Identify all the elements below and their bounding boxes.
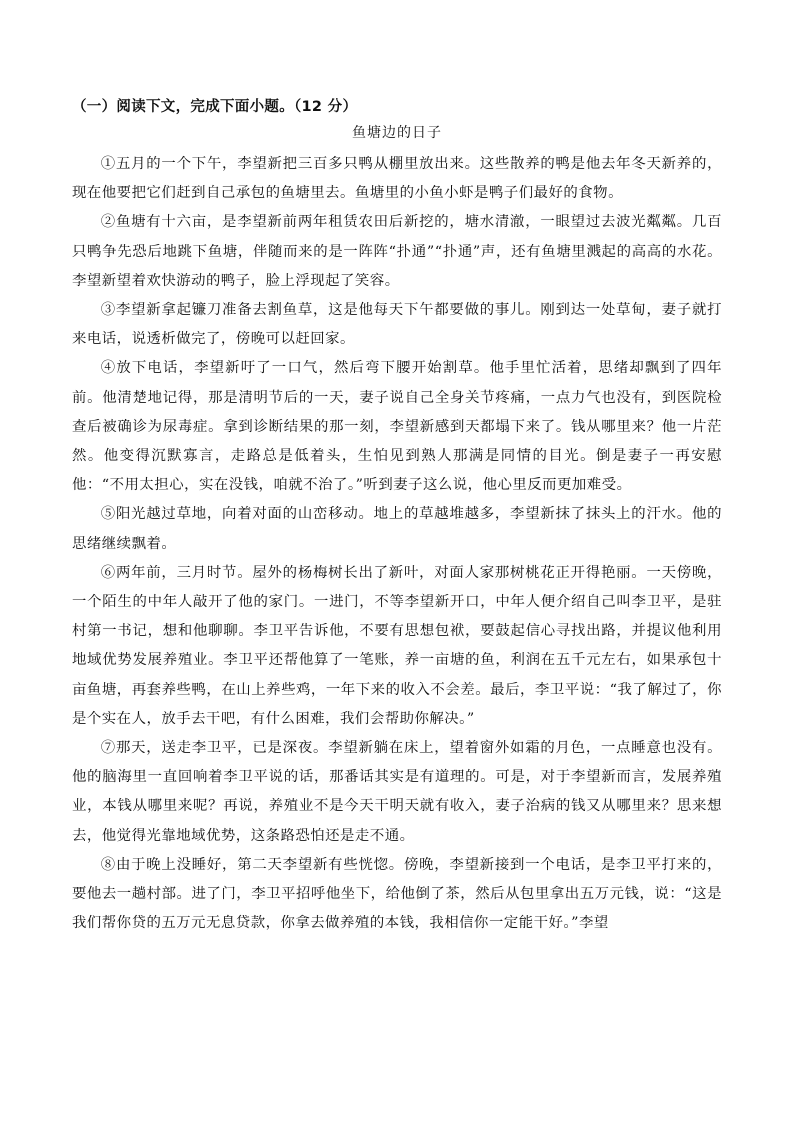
paragraph-1: ①五月的一个下午，李望新把三百多只鸭从棚里放出来。这些散养的鸭是他去年冬天新养的，现在他要把它们赶到自己承包的鱼塘里去。鱼塘里的小鱼小虾是鸭子们最好的食物。	[72, 156, 722, 202]
section-heading: （一）阅读下文，完成下面小题。（12 分）	[72, 99, 358, 115]
paragraph-6: ⑥两年前，三月时节。屋外的杨梅树长出了新叶，对面人家那树桃花正开得艳丽。一天傍晚，一个陌生的中年人敲开了他的家门。一进门，不等李望新开口，中年人便介绍自己叫李卫平，是驻村第一书记，想和他聊聊。李卫平告诉他，不要有思想包袱，要鼓起信心寻找出路，并提议他利用地域优势发展养殖业。李卫平还帮他算了一笔账，养一亩塘的鱼，利润在五千元左右，如果承包十亩鱼塘，再套养些鸭，在山上养些鸡，一年下来的收入不会差。最后，李卫平说：“我了解过了，你是个实在人，放手去干吧，有什么困难，我们会帮助你解决。”	[72, 564, 722, 727]
paragraph-5: ⑤阳光越过草地，向着对面的山峦移动。地上的草越堆越多，李望新抹了抹头上的汗水。他的思绪继续飘着。	[72, 506, 722, 552]
paragraph-7: ⑦那天，送走李卫平，已是深夜。李望新躺在床上，望着窗外如霜的月色，一点睡意也没有。他的脑海里一直回响着李卫平说的话，那番话其实是有道理的。可是，对于李望新而言，发展养殖业，本钱从哪里来呢？再说，养殖业不是今天干明天就有收入，妻子治病的钱又从哪里来？思来想去，他觉得光靠地域优势，这条路恐怕还是走不通。	[72, 740, 722, 844]
paragraph-4: ④放下电话，李望新吁了一口气，然后弯下腰开始割草。他手里忙活着，思绪却飘到了四年前。他清楚地记得，那是清明节后的一天，妻子说自己全身关节疼痛，一点力气也没有，到医院检查后被确诊为尿毒症。拿到诊断结果的那一刻，李望新感到天都塌下来了。钱从哪里来？他一片茫然。他变得沉默寡言，走路总是低着头，生怕见到熟人那满是同情的目光。倒是妻子一再安慰他：“不用太担心，实在没钱，咱就不治了。”听到妻子这么说，他心里反而更加难受。	[72, 360, 722, 494]
paragraph-3: ③李望新拿起镰刀准备去割鱼草，这是他每天下午都要做的事儿。刚到达一处草甸，妻子就打来电话，说透析做完了，傍晚可以赶回家。	[72, 302, 722, 348]
paragraph-2: ②鱼塘有十六亩，是李望新前两年租赁农田后新挖的，塘水清澈，一眼望过去波光粼粼。几百只鸭争先恐后地跳下鱼塘，伴随而来的是一阵阵“扑通”“扑通”声，还有鱼塘里溅起的高高的水花。李望新望着欢快游动的鸭子，脸上浮现起了笑容。	[72, 214, 722, 289]
article-title: 鱼塘边的日子	[352, 125, 442, 141]
paragraph-8: ⑧由于晚上没睡好，第二天李望新有些恍惚。傍晚，李望新接到一个电话，是李卫平打来的，要他去一趟村部。进了门，李卫平招呼他坐下，给他倒了茶，然后从包里拿出五万元钱，说：“这是我们帮你贷的五万元无息贷款，你拿去做养殖的本钱，我相信你一定能干好。”李望	[72, 856, 722, 932]
document-page	[72, 96, 722, 938]
